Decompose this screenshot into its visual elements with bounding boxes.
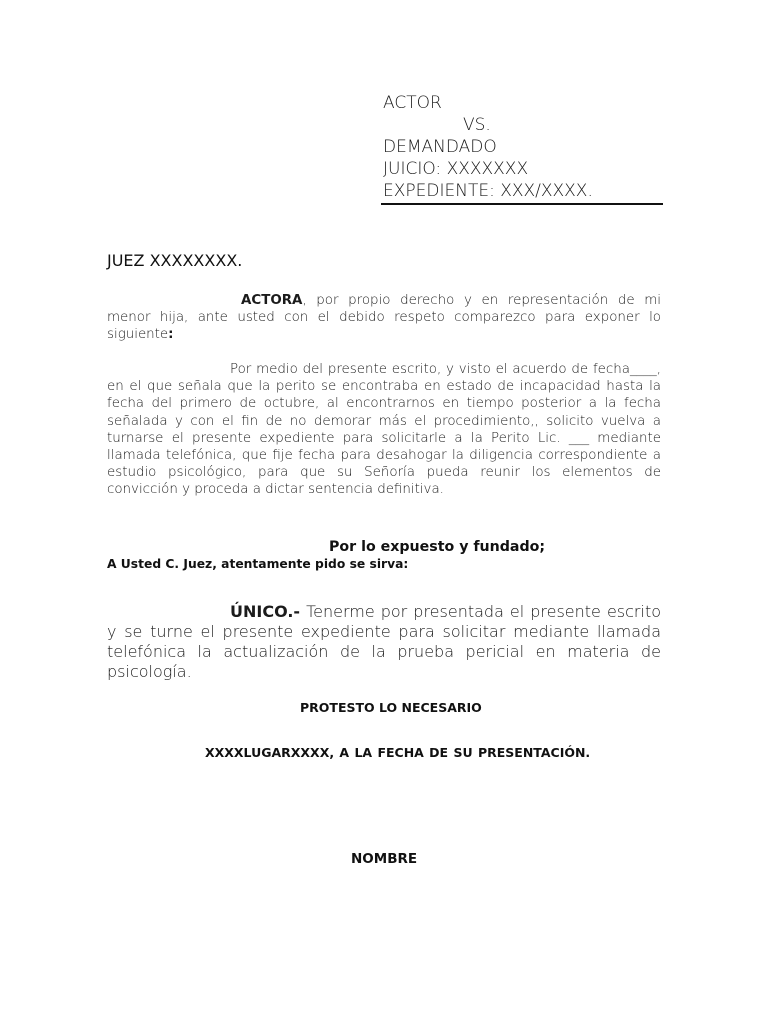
pido-line: A Usted C. Juez, atentamente pido se sirva: — [107, 557, 409, 571]
header-juicio: JUICIO: XXXXXXX — [383, 159, 529, 179]
header-underline — [381, 203, 663, 205]
expuesto-heading: Por lo expuesto y fundado; — [329, 539, 546, 555]
intro-text: , por propio derecho y en representación de mi menor hija, ante usted con el debido respeto comparezco para exponer lo siguiente — [107, 293, 661, 343]
addressee: JUEZ XXXXXXXX. — [107, 251, 243, 270]
unico-bold: ÚNICO.- — [230, 602, 301, 621]
header-actor: ACTOR — [383, 93, 442, 113]
protesto-line: PROTESTO LO NECESARIO — [300, 700, 482, 715]
intro-bold: ACTORA — [241, 293, 303, 308]
header-vs: VS. — [463, 115, 491, 135]
intro-colon: : — [168, 327, 174, 343]
body-text: Por medio del presente escrito, y visto el acuerdo de fecha____, en el que señala que la perito se encontraba en estado de incapacidad hasta la fecha del primero de octubre, al encontrarnos en tiempo posterior a la fecha señalada y con el fin de no demorar más el procedimiento,, solicito vuelva a turnarse el presente expediente para solicitarle a la Perito Lic. ___ mediante llamada telefónica, que fije fecha para desahogar la diligencia correspondiente a estudio psicológico, para que su Señoría pueda reunir los elementos de convicción y proceda a dictar sentencia definitiva. — [107, 362, 661, 498]
unico-paragraph — [107, 602, 661, 682]
unico-text: Tenerme por presentada el presente escrito y se turne el presente expediente para solicitar mediante llamada telefónica la actualización de la prueba pericial en materia de psicología. — [107, 602, 661, 681]
intro-paragraph — [107, 292, 661, 344]
body-paragraph — [107, 361, 661, 499]
place-date-line: XXXXLUGARXXXX, A LA FECHA DE SU PRESENTACIÓN. — [205, 745, 591, 760]
signature-name: NOMBRE — [351, 851, 418, 867]
header-expediente: EXPEDIENTE: XXX/XXXX. — [383, 181, 593, 201]
header-demandado: DEMANDADO — [383, 137, 497, 157]
